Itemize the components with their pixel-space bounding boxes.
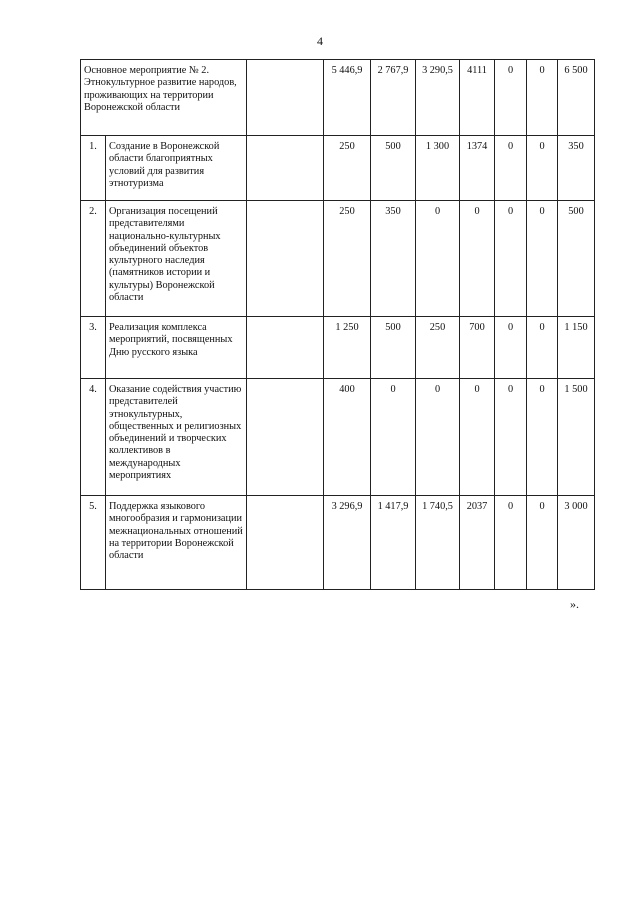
value-cell: 6 500	[558, 60, 595, 136]
row-name: Организация посещений представителями национально-культурных объединений объектов культурного наследия (памятников истории и культуры) Воронежской области	[106, 201, 247, 317]
closing-quote-mark: ».	[570, 597, 579, 611]
table-row	[81, 496, 595, 590]
value-cell: 3 296,9	[324, 496, 371, 590]
empty-cell	[247, 379, 324, 496]
value-cell: 0	[527, 136, 558, 201]
value-cell: 1374	[460, 136, 495, 201]
row-number: 4.	[81, 379, 106, 496]
value-cell: 1 300	[416, 136, 460, 201]
value-cell: 250	[324, 136, 371, 201]
empty-cell	[247, 136, 324, 201]
row-name: Создание в Воронежской области благоприятных условий для развития этнотуризма	[106, 136, 247, 201]
value-cell: 0	[460, 201, 495, 317]
value-cell: 0	[495, 136, 527, 201]
value-cell: 2037	[460, 496, 495, 590]
value-cell: 0	[527, 60, 558, 136]
value-cell: 0	[371, 379, 416, 496]
value-cell: 400	[324, 379, 371, 496]
value-cell: 500	[371, 317, 416, 379]
row-name: Поддержка языкового многообразия и гармонизации межнациональных отношений на территории Воронежской области	[106, 496, 247, 590]
row-number: 3.	[81, 317, 106, 379]
main-event-title: Основное мероприятие № 2. Этнокультурное развитие народов, проживающих на территории Воронежской области	[81, 60, 247, 136]
value-cell: 0	[495, 60, 527, 136]
row-number: 2.	[81, 201, 106, 317]
value-cell: 0	[460, 379, 495, 496]
value-cell: 0	[416, 201, 460, 317]
value-cell: 0	[527, 496, 558, 590]
value-cell: 250	[416, 317, 460, 379]
value-cell: 1 150	[558, 317, 595, 379]
value-cell: 5 446,9	[324, 60, 371, 136]
value-cell: 0	[527, 201, 558, 317]
table-row	[81, 379, 595, 496]
row-number: 1.	[81, 136, 106, 201]
page-number: 4	[317, 34, 323, 48]
value-cell: 350	[371, 201, 416, 317]
value-cell: 3 290,5	[416, 60, 460, 136]
value-cell: 4111	[460, 60, 495, 136]
value-cell: 0	[495, 201, 527, 317]
value-cell: 500	[371, 136, 416, 201]
value-cell: 700	[460, 317, 495, 379]
value-cell: 3 000	[558, 496, 595, 590]
value-cell: 1 250	[324, 317, 371, 379]
value-cell: 250	[324, 201, 371, 317]
value-cell: 0	[527, 317, 558, 379]
value-cell: 500	[558, 201, 595, 317]
value-cell: 0	[416, 379, 460, 496]
value-cell: 0	[527, 379, 558, 496]
row-name: Реализация комплекса мероприятий, посвященных Дню русского языка	[106, 317, 247, 379]
empty-cell	[247, 201, 324, 317]
value-cell: 1 740,5	[416, 496, 460, 590]
table-row	[81, 201, 595, 317]
row-number: 5.	[81, 496, 106, 590]
value-cell: 1 417,9	[371, 496, 416, 590]
row-name: Оказание содействия участию представителей этнокультурных, общественных и религиозных объединений и творческих коллективов в международных мероприятиях	[106, 379, 247, 496]
value-cell: 1 500	[558, 379, 595, 496]
value-cell: 2 767,9	[371, 60, 416, 136]
empty-cell	[247, 317, 324, 379]
table-row	[81, 136, 595, 201]
empty-cell	[247, 60, 324, 136]
empty-cell	[247, 496, 324, 590]
table-row	[81, 317, 595, 379]
budget-table	[80, 59, 595, 590]
value-cell: 0	[495, 317, 527, 379]
main-event-row	[81, 60, 595, 136]
value-cell: 0	[495, 379, 527, 496]
value-cell: 0	[495, 496, 527, 590]
value-cell: 350	[558, 136, 595, 201]
